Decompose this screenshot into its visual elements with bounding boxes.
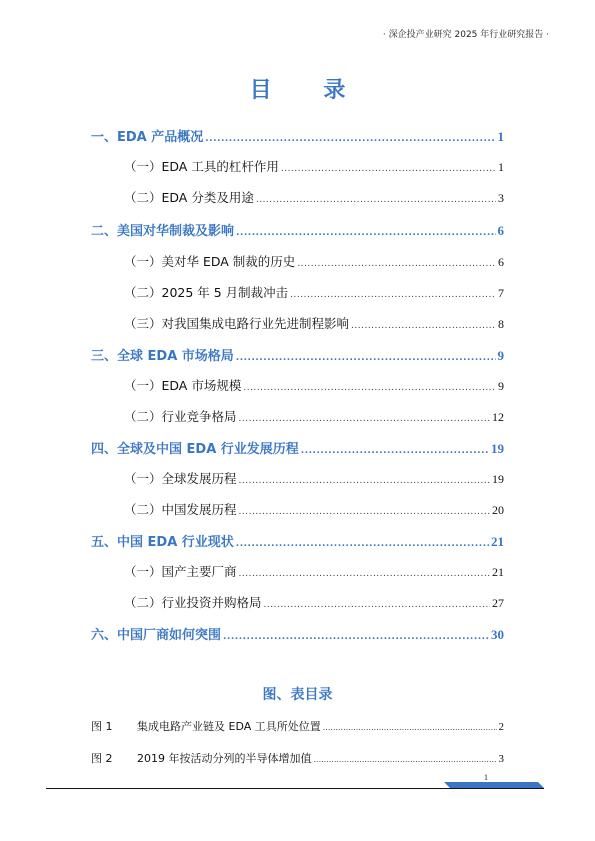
toc-entry-label: 二、美国对华制裁及影响 <box>91 224 235 239</box>
toc-entry[interactable] <box>124 407 504 425</box>
dot-leader <box>256 195 496 205</box>
toc-entry-page: 3 <box>498 191 504 205</box>
toc-entry[interactable] <box>124 188 504 206</box>
toc-entry-page: 27 <box>492 596 504 610</box>
page-number: 1 <box>484 773 488 782</box>
toc-entry-label: 五、中国 EDA 行业现状 <box>91 535 234 550</box>
toc-entry-page: 20 <box>492 503 504 517</box>
toc-entry-page: 1 <box>497 129 504 144</box>
dot-leader <box>239 414 490 424</box>
toc-entry-label: （二）2025 年 5 月制裁冲击 <box>124 285 289 300</box>
toc-title: 目 录 <box>249 78 368 103</box>
toc-entry-page: 6 <box>498 255 504 269</box>
report-header-note: · 深企投产业研究 2025 年行业研究报告 · <box>382 30 549 40</box>
toc-entry-label: （一）美对华 EDA 制裁的历史 <box>124 254 296 269</box>
dot-leader <box>351 321 496 331</box>
dot-leader <box>301 446 489 456</box>
toc-entry-label: 三、全球 EDA 市场格局 <box>91 349 234 364</box>
toc-entry[interactable] <box>91 345 504 364</box>
dot-leader <box>290 290 496 300</box>
toc-entry-page: 7 <box>498 286 504 300</box>
dot-leader <box>323 723 497 732</box>
toc-entry[interactable] <box>124 252 504 270</box>
dot-leader <box>243 383 496 393</box>
toc-entry-label: （一）国产主要厂商 <box>124 564 237 579</box>
dot-leader <box>239 476 490 486</box>
toc-entry-label: （二）行业投资并购格局 <box>124 595 262 610</box>
dot-leader <box>236 228 495 238</box>
dot-leader <box>314 755 497 764</box>
toc-entry-page: 9 <box>497 348 504 363</box>
toc-entry-page: 1 <box>498 160 504 174</box>
toc-entry[interactable] <box>124 469 504 487</box>
figure-page: 2 <box>498 721 504 733</box>
toc-entry-page: 30 <box>491 627 504 642</box>
figure-entry[interactable] <box>91 718 504 734</box>
toc-entry[interactable] <box>124 157 504 175</box>
toc-entry[interactable] <box>124 593 504 611</box>
dot-leader <box>223 632 489 642</box>
toc-entry-label: 四、全球及中国 EDA 行业发展历程 <box>91 442 299 457</box>
figure-number: 图 2 <box>91 752 113 765</box>
figure-label: 集成电路产业链及 EDA 工具所处位置 <box>137 720 321 733</box>
toc-entry-label: 六、中国厂商如何突围 <box>91 628 222 643</box>
toc-entry-label: （一）全球发展历程 <box>124 471 237 486</box>
toc-entry-page: 9 <box>498 379 504 393</box>
figure-label: 2019 年按活动分列的半导体增加值 <box>137 752 312 765</box>
toc-entry-page: 21 <box>492 565 504 579</box>
toc-entry-page: 12 <box>492 410 504 424</box>
toc-entry[interactable] <box>91 438 504 457</box>
dot-leader <box>264 600 490 610</box>
toc-entry-page: 6 <box>497 223 504 238</box>
figure-entry[interactable] <box>91 750 504 766</box>
dot-leader <box>205 134 495 144</box>
toc-entry-page: 21 <box>491 534 504 549</box>
toc-entry[interactable] <box>124 562 504 580</box>
dot-leader <box>281 164 496 174</box>
toc-entry[interactable] <box>91 624 504 643</box>
toc-entry-label: （一）EDA 市场规模 <box>124 378 242 393</box>
dot-leader <box>236 539 489 549</box>
toc-entry-label: （二）行业竞争格局 <box>124 409 237 424</box>
dot-leader <box>239 569 490 579</box>
toc-entry[interactable] <box>124 283 504 301</box>
toc-entry[interactable] <box>124 314 504 332</box>
dot-leader <box>236 353 496 363</box>
toc-entry[interactable] <box>91 126 504 145</box>
toc-entry-label: （二）EDA 分类及用途 <box>124 190 254 205</box>
dot-leader <box>239 507 490 517</box>
figure-page: 3 <box>498 753 504 765</box>
toc-entry-label: （二）中国发展历程 <box>124 502 237 517</box>
footer-rule <box>46 788 544 789</box>
dot-leader <box>297 259 496 269</box>
toc-entry[interactable] <box>91 531 504 550</box>
toc-entry-page: 19 <box>492 472 504 486</box>
toc-entry[interactable] <box>124 376 504 394</box>
toc-entry-label: 一、EDA 产品概况 <box>91 130 204 145</box>
toc-entry-label: （三）对我国集成电路行业先进制程影响 <box>124 316 350 331</box>
figure-number: 图 1 <box>91 720 113 733</box>
toc-entry-page: 19 <box>491 441 504 456</box>
toc-entry[interactable] <box>124 500 504 518</box>
toc-entry-page: 8 <box>498 317 504 331</box>
toc-entry[interactable] <box>91 220 504 239</box>
toc-entry-label: （一）EDA 工具的杠杆作用 <box>124 159 279 174</box>
figure-list-title: 图、表目录 <box>262 687 333 703</box>
